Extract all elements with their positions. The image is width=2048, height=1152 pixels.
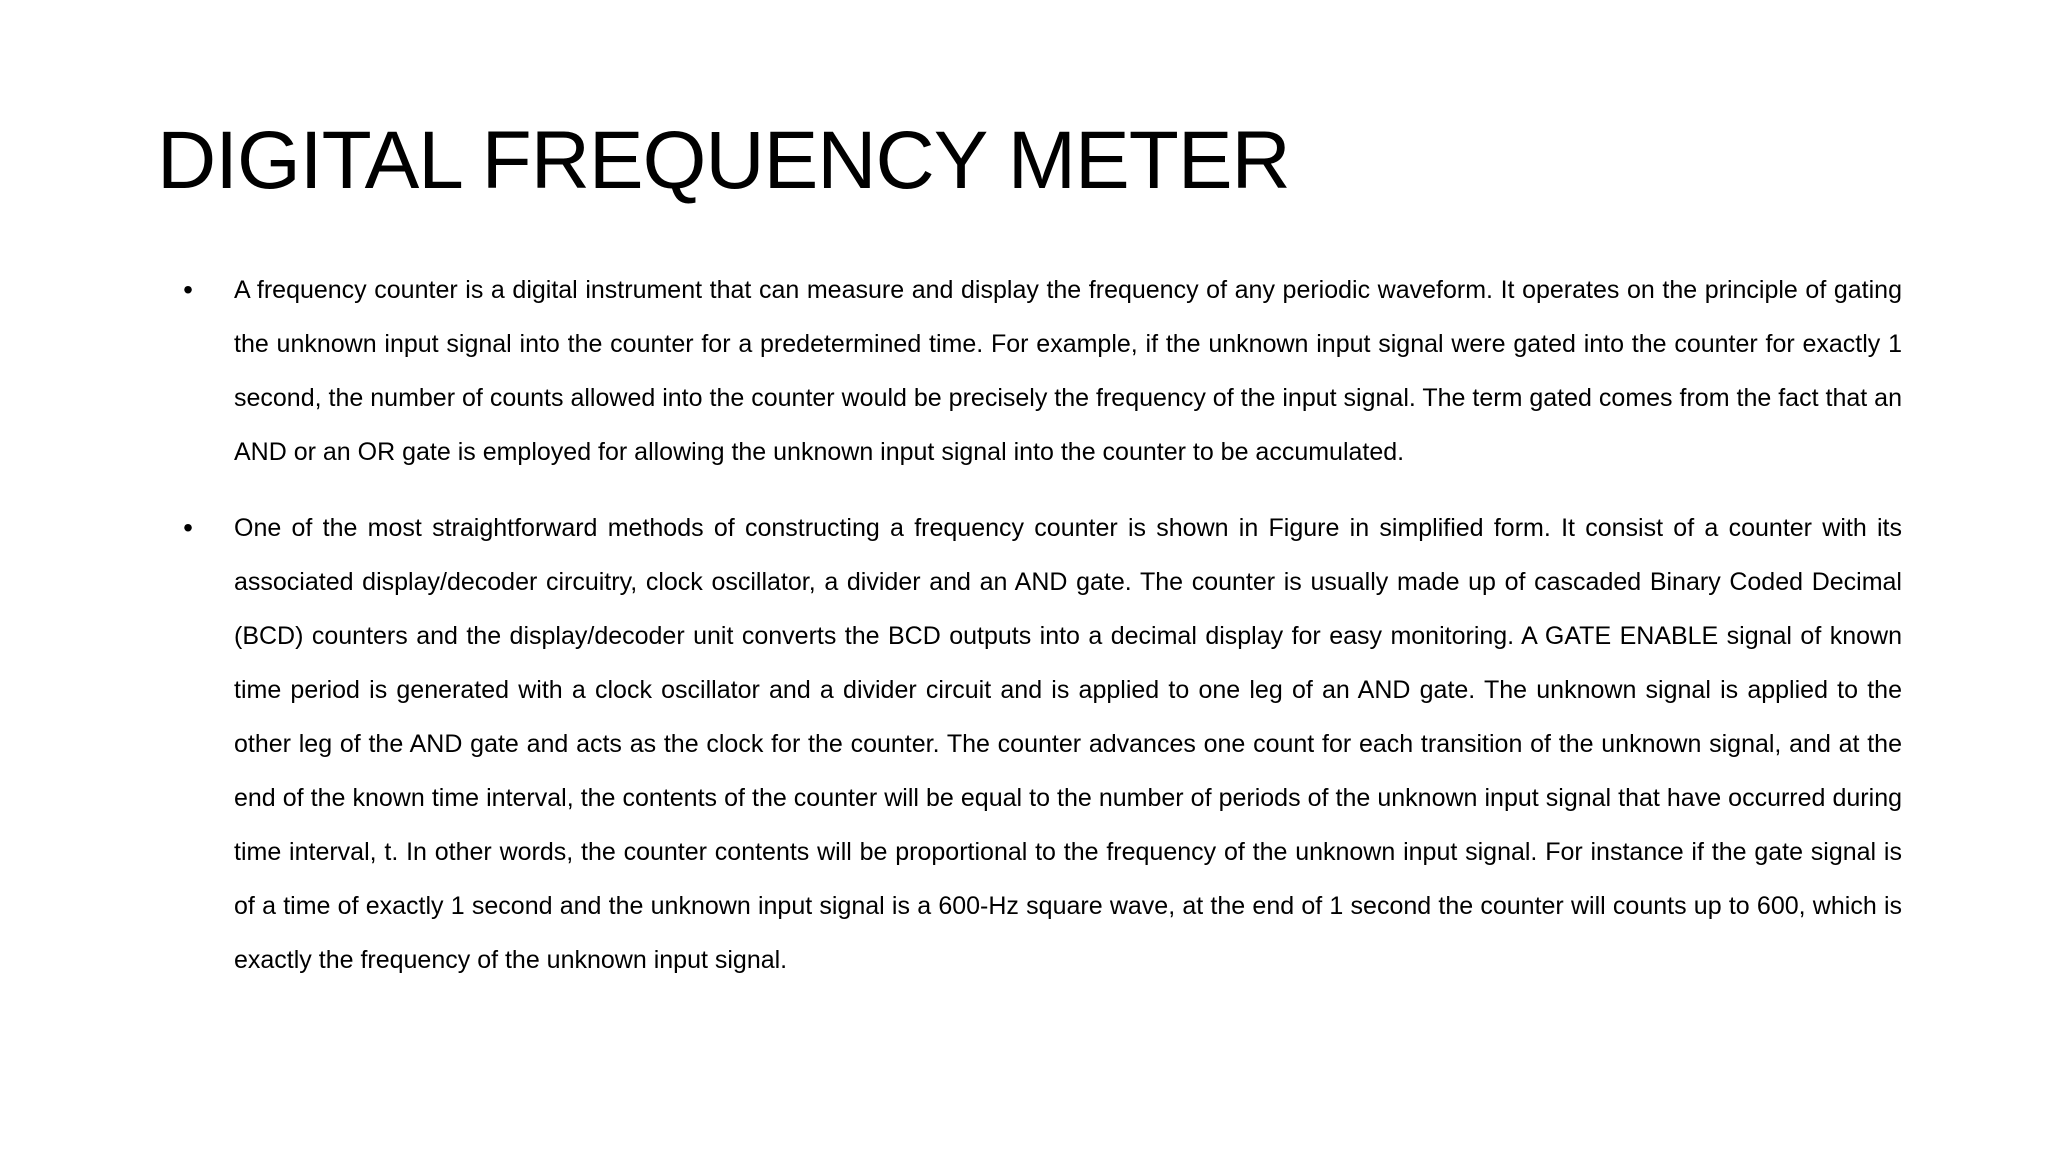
bullet-text: A frequency counter is a digital instrument that can measure and display the frequency of any periodic waveform. It operates on the principle of gating the unknown input signal into the counter for a predetermined time. For example, if the unknown input signal were gated into the counter for exactly 1 second, the number of counts allowed into the counter would be precisely the frequency of the input signal. The term gated comes from the fact that an AND or an OR gate is employed for allowing the unknown input signal into the counter to be accumulated. xyxy=(234,276,1902,466)
bullet-marker: • xyxy=(183,512,193,543)
slide-title: DIGITAL FREQUENCY METER xyxy=(157,115,1290,206)
bullet-item xyxy=(183,501,1902,987)
bullet-list xyxy=(183,263,1902,1009)
bullet-text: One of the most straightforward methods of constructing a frequency counter is shown in Figure in simplified form. It consist of a counter with its associated display/decoder circuitry, clock oscillator, a divider and an AND gate. The counter is usually made up of cascaded Binary Coded Decimal (BCD) counters and the display/decoder unit converts the BCD outputs into a decimal display for easy monitoring. A GATE ENABLE signal of known time period is generated with a clock oscillator and a divider circuit and is applied to one leg of an AND gate. The unknown signal is applied to the other leg of the AND gate and acts as the clock for the counter. The counter advances one count for each transition of the unknown signal, and at the end of the known time interval, the contents of the counter will be equal to the number of periods of the unknown input signal that have occurred during time interval, t. In other words, the counter contents will be proportional to the frequency of the unknown input signal. For instance if the gate signal is of a time of exactly 1 second and the unknown input signal is a 600-Hz square wave, at the end of 1 second the counter will counts up to 600, which is exactly the frequency of the unknown input signal. xyxy=(234,514,1902,974)
bullet-marker: • xyxy=(183,274,193,305)
bullet-item xyxy=(183,263,1902,479)
